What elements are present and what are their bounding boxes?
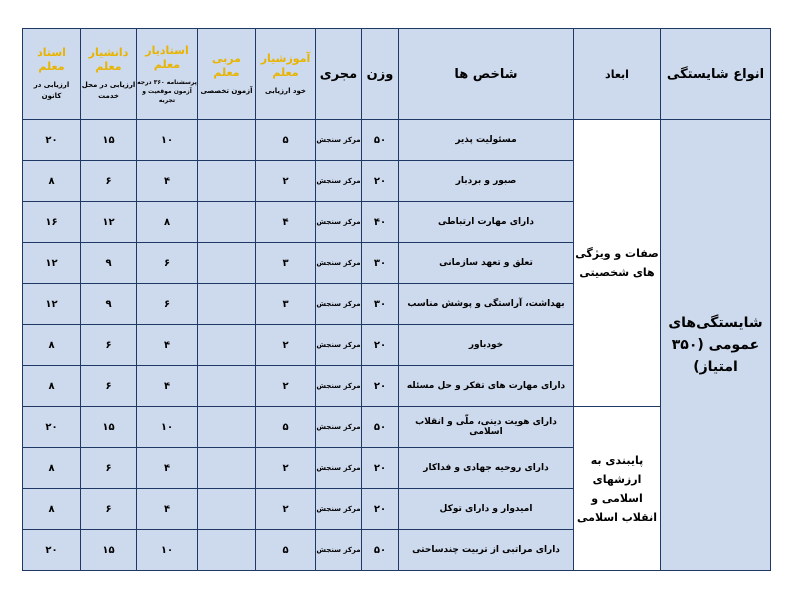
- score-cell-role-1: ۵: [256, 530, 316, 571]
- score-cell-role-1: ۳: [256, 243, 316, 284]
- role-note: ارزیابی در کانون: [33, 81, 70, 100]
- indicator-cell: تعلق و تعهد سازمانی: [399, 243, 574, 284]
- header-competency-types: انواع شایستگی: [661, 29, 771, 120]
- executor-cell: مرکز سنجش: [316, 120, 362, 161]
- indicator-cell: صبور و بردبار: [399, 161, 574, 202]
- weight-cell: ۴۰: [362, 202, 399, 243]
- header-weight: وزن: [362, 29, 399, 120]
- indicator-cell: دارای روحیه جهادی و فداکار: [399, 448, 574, 489]
- score-cell-role-5: ۸: [23, 161, 81, 202]
- score-cell-role-1: ۲: [256, 489, 316, 530]
- executor-cell: مرکز سنجش: [316, 325, 362, 366]
- score-cell-role-5: ۲۰: [23, 407, 81, 448]
- score-cell-role-1: ۲: [256, 448, 316, 489]
- indicator-cell: امیدوار و دارای توکل: [399, 489, 574, 530]
- header-role-2: [198, 29, 256, 120]
- role-title: آموزشیار معلم: [260, 51, 311, 79]
- score-cell-role-3: ۱۰: [137, 120, 198, 161]
- score-cell-role-3: ۴: [137, 489, 198, 530]
- executor-cell: مرکز سنجش: [316, 161, 362, 202]
- weight-cell: ۵۰: [362, 120, 399, 161]
- score-cell-role-2: [198, 407, 256, 448]
- score-cell-role-1: ۲: [256, 161, 316, 202]
- score-cell-role-1: ۵: [256, 120, 316, 161]
- header-role-5: [23, 29, 81, 120]
- score-cell-role-2: [198, 530, 256, 571]
- score-cell-role-2: [198, 243, 256, 284]
- score-cell-role-2: [198, 448, 256, 489]
- score-cell-role-2: [198, 325, 256, 366]
- executor-cell: مرکز سنجش: [316, 202, 362, 243]
- weight-cell: ۳۰: [362, 243, 399, 284]
- score-cell-role-2: [198, 161, 256, 202]
- executor-cell: مرکز سنجش: [316, 243, 362, 284]
- score-cell-role-2: [198, 366, 256, 407]
- score-cell-role-5: ۱۲: [23, 243, 81, 284]
- score-cell-role-4: ۹: [81, 284, 137, 325]
- score-cell-role-4: ۶: [81, 366, 137, 407]
- role-title: استادیار معلم: [145, 43, 189, 71]
- indicator-cell: دارای مراتبی از تربیت چندساحتی: [399, 530, 574, 571]
- weight-cell: ۵۰: [362, 407, 399, 448]
- header-role-4: [81, 29, 137, 120]
- score-cell-role-5: ۲۰: [23, 120, 81, 161]
- indicator-cell: بهداشت، آراستگی و پوشش مناسب: [399, 284, 574, 325]
- weight-cell: ۵۰: [362, 530, 399, 571]
- dimension-cell: صفات و ویژگی های شخصیتی: [574, 120, 661, 407]
- score-cell-role-2: [198, 489, 256, 530]
- score-cell-role-2: [198, 202, 256, 243]
- score-cell-role-3: ۸: [137, 202, 198, 243]
- weight-cell: ۲۰: [362, 325, 399, 366]
- score-cell-role-4: ۶: [81, 448, 137, 489]
- header-role-1: [256, 29, 316, 120]
- header-executor: مجری: [316, 29, 362, 120]
- score-cell-role-2: [198, 284, 256, 325]
- score-cell-role-1: ۲: [256, 366, 316, 407]
- role-note: پرسشنامه ۳۶۰ درجه آزمون موقعیت و تجربه: [137, 78, 197, 104]
- score-cell-role-5: ۸: [23, 366, 81, 407]
- header-dimensions: ابعاد: [574, 29, 661, 120]
- table-row: [23, 120, 771, 161]
- score-cell-role-4: ۱۵: [81, 120, 137, 161]
- score-cell-role-1: ۲: [256, 325, 316, 366]
- executor-cell: مرکز سنجش: [316, 448, 362, 489]
- indicator-cell: مسئولیت پذیر: [399, 120, 574, 161]
- score-cell-role-3: ۱۰: [137, 407, 198, 448]
- score-cell-role-1: ۳: [256, 284, 316, 325]
- table-body: [23, 120, 771, 571]
- indicator-cell: دارای مهارت ارتباطی: [399, 202, 574, 243]
- score-cell-role-4: ۱۲: [81, 202, 137, 243]
- role-note: خود ارزیابی: [265, 86, 306, 95]
- score-cell-role-3: ۴: [137, 161, 198, 202]
- weight-cell: ۲۰: [362, 448, 399, 489]
- role-title: دانشیار معلم: [88, 46, 129, 73]
- role-title: مربی معلم: [212, 51, 241, 79]
- score-cell-role-4: ۱۵: [81, 407, 137, 448]
- score-cell-role-5: ۱۲: [23, 284, 81, 325]
- table-row: [23, 407, 771, 448]
- score-cell-role-3: ۴: [137, 448, 198, 489]
- dimension-cell: پایبندی به ارزشهای اسلامی و انقلاب اسلامی: [574, 407, 661, 571]
- executor-cell: مرکز سنجش: [316, 366, 362, 407]
- weight-cell: ۲۰: [362, 366, 399, 407]
- score-cell-role-1: ۵: [256, 407, 316, 448]
- score-cell-role-5: ۸: [23, 448, 81, 489]
- score-cell-role-4: ۶: [81, 325, 137, 366]
- header-indicators: شاخص ها: [399, 29, 574, 120]
- score-cell-role-2: [198, 120, 256, 161]
- executor-cell: مرکز سنجش: [316, 407, 362, 448]
- role-note: ارزیابی در محل خدمت: [81, 81, 136, 100]
- score-cell-role-4: ۹: [81, 243, 137, 284]
- score-cell-role-4: ۱۵: [81, 530, 137, 571]
- score-cell-role-3: ۴: [137, 366, 198, 407]
- score-cell-role-5: ۱۶: [23, 202, 81, 243]
- role-title: استاد معلم: [37, 46, 66, 73]
- indicator-cell: دارای مهارت های تفکر و حل مسئله: [399, 366, 574, 407]
- executor-cell: مرکز سنجش: [316, 284, 362, 325]
- score-cell-role-3: ۶: [137, 243, 198, 284]
- header-row: [23, 29, 771, 120]
- weight-cell: ۲۰: [362, 489, 399, 530]
- role-note: آزمون تخصصی: [200, 86, 253, 95]
- score-cell-role-4: ۶: [81, 489, 137, 530]
- weight-cell: ۲۰: [362, 161, 399, 202]
- weight-cell: ۳۰: [362, 284, 399, 325]
- executor-cell: مرکز سنجش: [316, 530, 362, 571]
- competency-table: [22, 28, 771, 571]
- executor-cell: مرکز سنجش: [316, 489, 362, 530]
- score-cell-role-5: ۲۰: [23, 530, 81, 571]
- score-cell-role-1: ۴: [256, 202, 316, 243]
- score-cell-role-3: ۶: [137, 284, 198, 325]
- score-cell-role-5: ۸: [23, 325, 81, 366]
- score-cell-role-5: ۸: [23, 489, 81, 530]
- score-cell-role-3: ۴: [137, 325, 198, 366]
- score-cell-role-3: ۱۰: [137, 530, 198, 571]
- competency-cell: شایستگی‌های عمومی (۳۵۰ امتیاز): [661, 120, 771, 571]
- indicator-cell: خودباور: [399, 325, 574, 366]
- indicator-cell: دارای هویت دینی، ملّی و انقلاب اسلامی: [399, 407, 574, 448]
- score-cell-role-4: ۶: [81, 161, 137, 202]
- header-role-3: [137, 29, 198, 120]
